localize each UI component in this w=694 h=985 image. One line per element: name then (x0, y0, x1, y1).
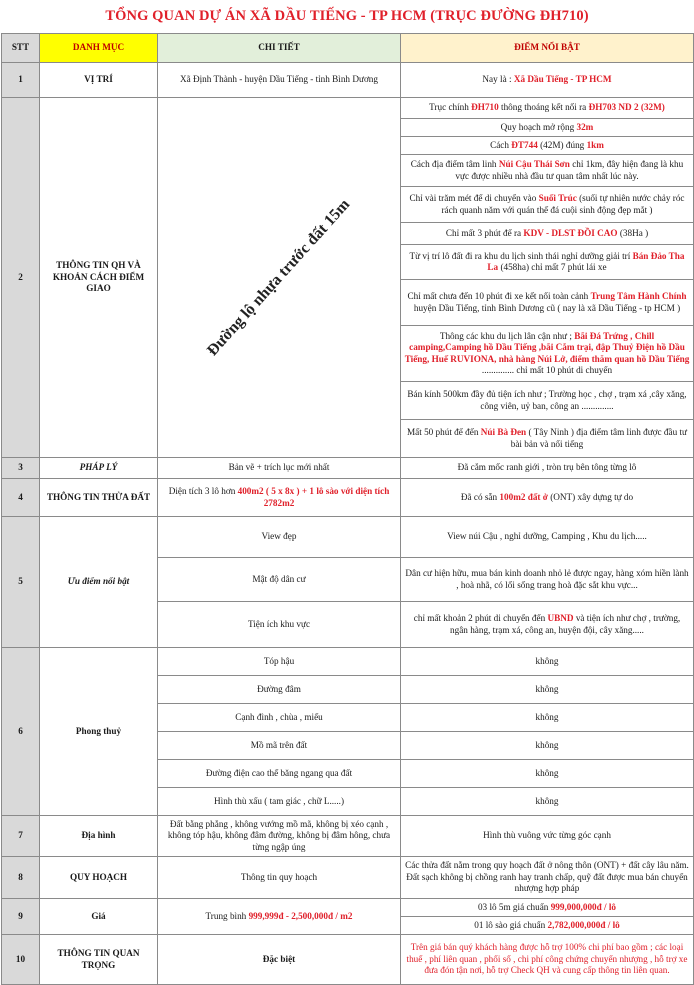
highlight-cell: Dân cư hiện hữu, mua bán kinh doanh nhỏ lẻ được ngay, hàng xóm hiền lành , hoà nhã, có lối sống trang hoà đặc sắt khu vực... (401, 558, 694, 602)
road-width-note: Đường lộ nhựa trước đất 15m (203, 195, 354, 359)
header-highlight: ĐIỂM NỔI BẬT (401, 34, 694, 63)
table-row (2, 517, 694, 558)
highlight-cell: Bán kính 500km đầy đủ tiện ích như ; Trường học , chợ , trạm xá ,cây xăng, công viên, uỷ ban, công an .............. (401, 382, 694, 420)
highlight-cell: không (401, 788, 694, 816)
table-row (2, 98, 694, 119)
text: Chỉ mất chưa đến 10 phút đi xe kết nối toàn cảnh (407, 291, 591, 301)
text: Từ vị trí lô đất đi ra khu du lịch sinh thái nghỉ dưỡng giải trí (409, 250, 633, 261)
detail-cell: Hình thù xấu ( tam giác , chữ L.....) (158, 788, 401, 816)
category-cell: THÔNG TIN QUAN TRỌNG (40, 935, 158, 985)
category-cell: Ưu điểm nổi bật (40, 517, 158, 648)
highlight-text: Xã Dầu Tiếng - TP HCM (513, 74, 612, 85)
header-row (2, 34, 694, 63)
row-number: 4 (2, 479, 40, 517)
row-number: 1 (2, 63, 40, 98)
table-row (2, 479, 694, 517)
detail-cell: Đường đâm (158, 676, 401, 704)
text: Chỉ vài trăm mét để di chuyển vào (409, 193, 539, 203)
category-cell: THÔNG TIN QH VÀ KHOẢN CÁCH ĐIỂM GIAO (40, 98, 158, 458)
text: (38Ha ) (617, 227, 649, 238)
highlight-text: Trung Tâm Hành Chính (590, 291, 687, 301)
text: (suối tự nhiên nước chảy róc rách quanh năm với quán thế đá cuội sinh động đẹp mắt ) (441, 193, 685, 215)
text: Đã có sẵn (460, 491, 500, 502)
highlight-text: 999,000,000đ / lô (550, 901, 617, 912)
text: Chỉ mất 3 phút để ra (445, 227, 524, 238)
table-row (2, 899, 694, 917)
highlight-cell (401, 420, 694, 458)
text: Nay là : (482, 74, 514, 85)
text: 03 lô 5m giá chuẩn (477, 901, 551, 912)
highlight-cell (401, 98, 694, 119)
highlight-text: ĐH703 ND 2 (32M) (588, 102, 665, 113)
text: Mất 50 phút để đến (406, 427, 481, 437)
category-cell: Địa hình (40, 816, 158, 857)
text: chỉ 1km, đây hiện đang là khu vực được nhiều nhà đầu tư quan tâm nhất lúc này. (455, 159, 684, 181)
highlight-cell (401, 223, 694, 245)
highlight-text: 400m2 ( 5 x 8x ) + 1 lô sào với diện tích 2782m2 (237, 486, 390, 508)
text: (ONT) xây dựng tự do (547, 491, 634, 502)
detail-cell: Cạnh đình , chùa , miếu (158, 704, 401, 732)
highlight-text: ĐT744 (511, 139, 538, 150)
detail-cell: Bản vẽ + trích lục mới nhất (158, 458, 401, 479)
row-number: 5 (2, 517, 40, 648)
text: ( Tây Ninh ) địa điểm tâm linh được đầu tư bài bản và nổi tiếng (510, 427, 688, 449)
text: Trục chính (429, 102, 472, 113)
text: Quy hoạch mở rộng (500, 121, 577, 132)
text: Cách (490, 139, 512, 150)
text: chỉ mất khoản 2 phút di chuyển đến (413, 613, 548, 623)
highlight-cell (401, 326, 694, 382)
highlight-cell: Các thửa đất nằm trong quy hoạch đất ở nông thôn (ONT) + đất cây lâu năm. Đất sạch không bị chồng ranh hay tranh chấp, quỹ đất được mua bán chuyển nhượng hợp pháp (401, 857, 694, 899)
highlight-text: Bán Đảo Tha La (487, 250, 685, 272)
highlight-text: Núi Bà Đen (480, 427, 527, 437)
table-row (2, 857, 694, 899)
highlight-text: Núi Cậu Thái Sơn (498, 159, 570, 169)
row-number: 10 (2, 935, 40, 985)
table-row (2, 458, 694, 479)
text: Cách địa điểm tâm linh (410, 159, 499, 169)
highlight-cell (401, 280, 694, 326)
row-number: 2 (2, 98, 40, 458)
text: Trung bình (205, 910, 249, 921)
detail-cell: Mật độ dân cư (158, 558, 401, 602)
table-row (2, 63, 694, 98)
page-title: TỔNG QUAN DỰ ÁN XÃ DẦU TIẾNG - TP HCM (TRỤC ĐƯỜNG ĐH710) (105, 7, 589, 24)
header-stt: STT (2, 34, 40, 63)
highlight-cell: không (401, 648, 694, 676)
row-number: 3 (2, 458, 40, 479)
detail-cell: Đất bằng phẳng , không vướng mồ mã, không bị xéo cạnh , không tóp hậu, không đâm đường, không bị đâm hông, chưa từng ngập úng (158, 816, 401, 857)
highlight-cell: không (401, 704, 694, 732)
highlight-cell: Đã cắm mốc ranh giới , tròn trụ bên tông từng lô (401, 458, 694, 479)
highlight-cell (401, 155, 694, 187)
detail-cell (158, 899, 401, 935)
text: Diện tích 3 lô hơn (168, 486, 238, 496)
table-row (2, 816, 694, 857)
header-category: DANH MỤC (40, 34, 158, 63)
table-row (2, 648, 694, 676)
highlight-text: 2,782,000,000đ / lô (547, 919, 620, 930)
highlight-cell (401, 119, 694, 137)
highlight-text: KDV - DLST ĐỒI CAO (523, 227, 618, 238)
detail-cell: View đẹp (158, 517, 401, 558)
detail-cell: Tiện ích khu vực (158, 602, 401, 648)
highlight-text: Suối Trúc (538, 193, 577, 203)
highlight-cell (401, 187, 694, 223)
text: .............. chỉ mất 10 phút di chuyển (481, 365, 613, 375)
project-overview-table (1, 33, 694, 985)
detail-cell: Đặc biệt (158, 935, 401, 985)
highlight-cell (401, 899, 694, 917)
category-cell: VỊ TRÍ (40, 63, 158, 98)
detail-cell: Mồ mã trên đất (158, 732, 401, 760)
text: thông thoáng kết nối ra (498, 102, 589, 113)
row-number: 6 (2, 648, 40, 816)
highlight-text: ĐH710 (471, 102, 499, 113)
highlight-text: 32m (576, 121, 594, 132)
highlight-cell: View núi Cậu , nghỉ dưỡng, Camping , Khu du lịch..... (401, 517, 694, 558)
category-cell: PHÁP LÝ (40, 458, 158, 479)
detail-cell: Thông tin quy hoạch (158, 857, 401, 899)
row-number: 8 (2, 857, 40, 899)
detail-cell: Xã Định Thành - huyện Dầu Tiếng - tỉnh Bình Dương (158, 63, 401, 98)
highlight-text: 1km (586, 139, 604, 150)
category-cell: Phong thuỷ (40, 648, 158, 816)
category-cell: QUY HOẠCH (40, 857, 158, 899)
highlight-cell (401, 917, 694, 935)
highlight-cell: không (401, 676, 694, 704)
row-number: 7 (2, 816, 40, 857)
highlight-text: 999,999đ - 2,500,000đ / m2 (248, 910, 353, 921)
detail-cell: Đường điện cao thế băng ngang qua đất (158, 760, 401, 788)
category-cell: Giá (40, 899, 158, 935)
text: (42M) đúng (537, 139, 587, 150)
highlight-cell: không (401, 760, 694, 788)
text: Thông các khu du lịch lân cận như ; (439, 330, 575, 341)
header-detail: CHI TIẾT (158, 34, 401, 63)
highlight-cell: Trên giá bán quý khách hàng được hỗ trợ 100% chi phí bao gồm ; các loại thuế , phí liên quan , phối số , chi phí công chứng chuyển nhượng , hỗ trợ xe đưa đón tận nơi, hỗ trợ Check QH và cung cấp thông tin liên quan. (401, 935, 694, 985)
text: (458ha) chỉ mất 7 phút lái xe (498, 262, 607, 272)
highlight-cell: không (401, 732, 694, 760)
highlight-cell (401, 479, 694, 517)
text: và tiện ích như chợ , trường, ngân hàng, trạm xá, công an, huyện đội, cây xăng..... (450, 613, 681, 635)
row-number: 9 (2, 899, 40, 935)
highlight-text: Bãi Đá Trứng , Chill camping,Camping hồ Dầu Tiếng ,bãi Cắm trại, đập Thuỷ Điện hồ Dầu Tiếng, Huế RUVIONA, nhà hàng Núi Lở, điểm thăm quan hồ Dầu Tiếng (404, 330, 690, 364)
text: huyện Dầu Tiếng, tỉnh Bình Dương cũ ( nay là xã Dầu Tiếng - tp HCM ) (413, 302, 681, 313)
highlight-cell (401, 245, 694, 280)
text: 01 lô sào giá chuẩn (474, 919, 548, 930)
highlight-cell: Hình thù vuông vức từng góc cạnh (401, 816, 694, 857)
highlight-cell (401, 63, 694, 98)
highlight-cell (401, 137, 694, 155)
category-cell: THÔNG TIN THỬA ĐẤT (40, 479, 158, 517)
road-note-cell (158, 98, 401, 458)
highlight-text: UBND (547, 613, 574, 623)
detail-cell (158, 479, 401, 517)
highlight-text: 100m2 đất ở (499, 491, 548, 502)
highlight-cell (401, 602, 694, 648)
detail-cell: Tóp hậu (158, 648, 401, 676)
